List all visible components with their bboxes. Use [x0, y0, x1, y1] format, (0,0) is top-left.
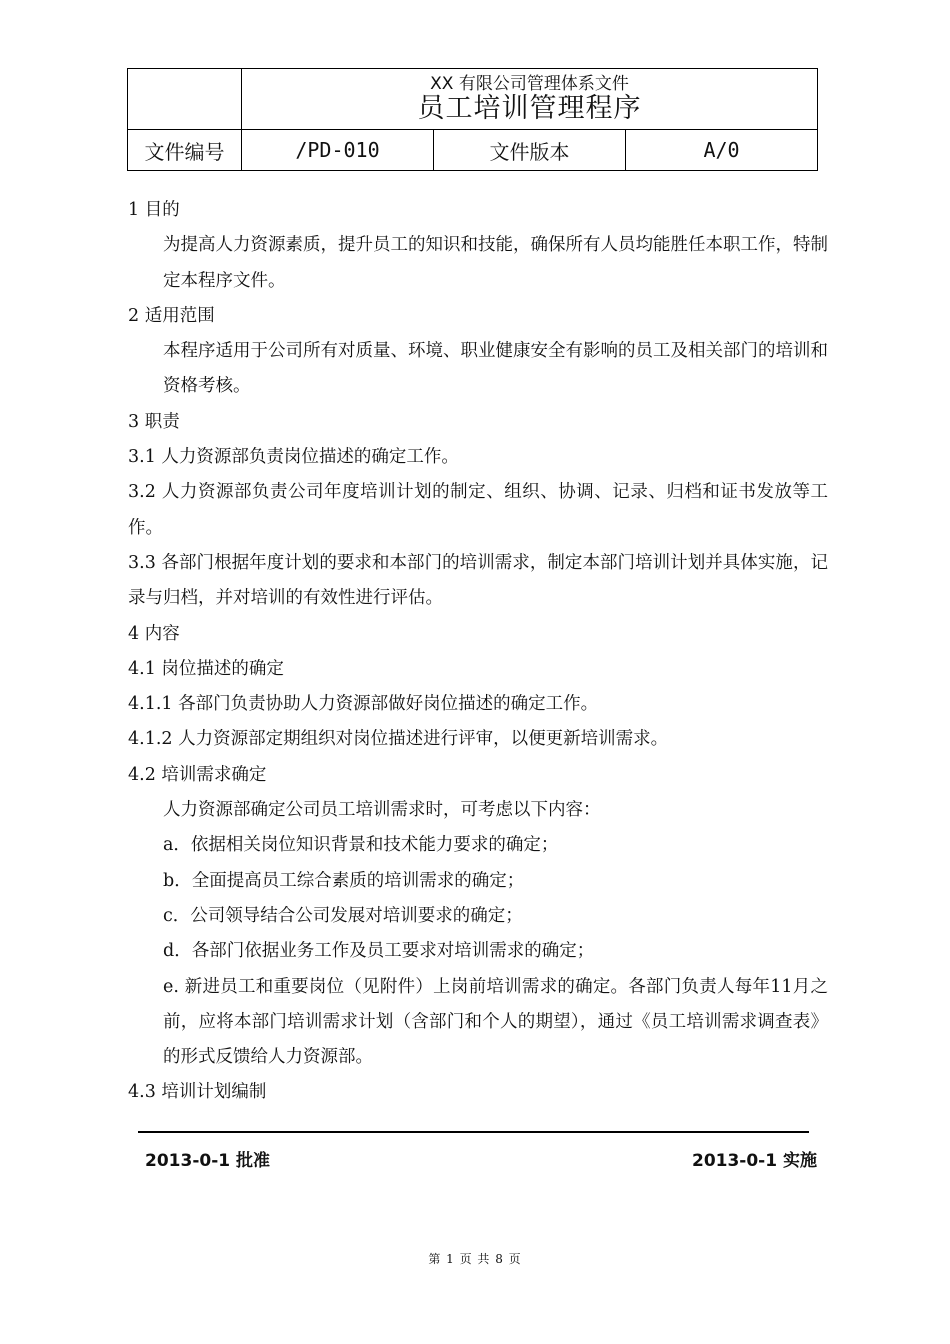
section-heading: 4 内容: [128, 623, 180, 644]
clause: 3.3 各部门根据年度计划的要求和本部门的培训需求，制定本部门培训计划并具体实施，记录与归档，并对培训的有效性进行评估。: [128, 552, 829, 609]
subsection-heading: 4.3 培训计划编制: [128, 1082, 267, 1103]
version-value: A/0: [626, 130, 818, 171]
page-number: 第 1 页 共 8 页: [428, 1252, 522, 1266]
clause: 4.1.1 各部门负责协助人力资源部做好岗位描述的确定工作。: [128, 694, 599, 715]
document-body: [128, 193, 828, 1111]
document-title: 员工培训管理程序: [417, 93, 642, 124]
document-header-table: [127, 68, 818, 171]
subsection-heading: 4.1 岗位描述的确定: [128, 658, 284, 679]
footer-divider: [138, 1131, 809, 1133]
clause: 4.1.2 人力资源部定期组织对岗位描述进行评审，以便更新培训需求。: [128, 729, 669, 750]
implementation-date: 2013-0-1 实施: [691, 1151, 817, 1171]
clause: 3.1 人力资源部负责岗位描述的确定工作。: [128, 447, 459, 468]
paragraph: 本程序适用于公司所有对质量、环境、职业健康安全有影响的员工及相关部门的培训和资格考核。: [163, 341, 828, 397]
paragraph: 为提高人力资源素质，提升员工的知识和技能，确保所有人员均能胜任本职工作，特制定本程序文件。: [163, 235, 828, 291]
section-heading: 1 目的: [128, 200, 180, 220]
section-heading: 2 适用范围: [128, 305, 215, 326]
list-item: c．公司领导结合公司发展对培训要求的确定；: [163, 905, 523, 926]
file-no-value: /PD-010: [242, 130, 434, 171]
section-heading: 3 职责: [128, 411, 180, 432]
list-item: e. 新进员工和重要岗位（见附件）上岗前培训需求的确定。各部门负责人每年11月之前，应将本部门培训需求计划（含部门和个人的期望），通过《员工培训需求调查表》的形式反馈给人力资源部。: [163, 976, 828, 1068]
title-cell: [242, 69, 818, 130]
file-no-label: 文件编号: [128, 130, 242, 171]
paragraph: 人力资源部确定公司员工培训需求时，可考虑以下内容：: [163, 800, 601, 821]
list-item: a．依据相关岗位知识背景和技术能力要求的确定；: [163, 835, 559, 856]
clause: 3.2 人力资源部负责公司年度培训计划的制定、组织、协调、记录、归档和证书发放等工作。: [128, 482, 828, 538]
logo-cell: [128, 69, 242, 130]
version-label: 文件版本: [434, 130, 626, 171]
subsection-heading: 4.2 培训需求确定: [128, 764, 267, 785]
company-name: XX 有限公司管理体系文件: [430, 74, 629, 94]
approval-date: 2013-0-1 批准: [145, 1151, 271, 1171]
list-item: d．各部门依据业务工作及员工要求对培训需求的确定；: [163, 941, 595, 962]
list-item: b．全面提高员工综合素质的培训需求的确定；: [163, 870, 525, 891]
